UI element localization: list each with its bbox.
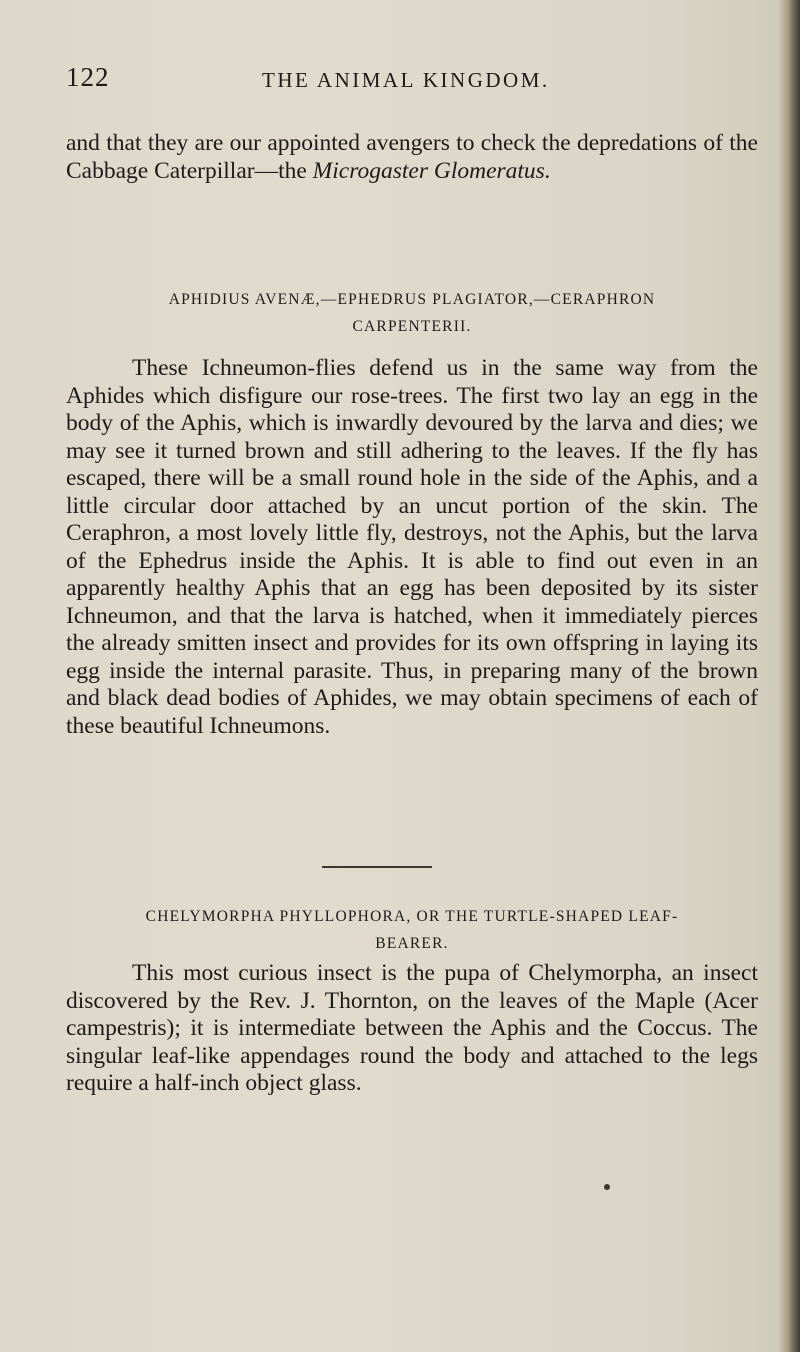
section-heading-line-2: BEARER.	[375, 935, 449, 952]
section-heading-line-1: CHELYMORPHA PHYLLOPHORA, OR THE TURTLE-SHAPED LEAF-	[145, 908, 679, 925]
section-heading-line-1: APHIDIUS AVENÆ,—EPHEDRUS PLAGIATOR,—CERAPHRON	[168, 291, 656, 308]
paragraph-continuation	[66, 130, 758, 185]
section-heading-aphidius	[66, 286, 758, 340]
section-divider-rule	[322, 866, 432, 868]
ink-speck	[604, 1184, 610, 1190]
section-heading-line-2: CARPENTERII.	[352, 318, 472, 335]
page-edge-shadow	[778, 0, 800, 1352]
paragraph-chelymorpha: This most curious insect is the pupa of Chelymorpha, an insect discovered by the Rev. J. Thornton, on the leaves of the Maple (Acer campestris); it is intermediate between the Aphis and the Coccus. The singular leaf-like appendages round the body and attached to the legs require a half-inch object glass.	[66, 960, 758, 1096]
section-heading-chelymorpha	[66, 903, 758, 957]
paragraph-ichneumon-flies: These Ichneumon-flies defend us in the same way from the Aphides which disfigure our rose-trees. The first two lay an egg in the body of the Aphis, which is inwardly devoured by the larva and dies; we may see it turned brown and still adhering to the leaves. If the fly has escaped, there will be a small round hole in the side of the Aphis, and a little circular door attached by an uncut portion of the skin. The Ceraphron, a most lovely little fly, destroys, not the Aphis, but the larva of the Ephedrus inside the Aphis. It is able to find out even in an apparently healthy Aphis that an egg has been deposited by its sister Ichneumon, and that the larva is hatched, when it immediately pierces the already smitten insect and provides for its own offspring in laying its egg inside the internal parasite. Thus, in preparing many of the brown and black dead bodies of Aphides, we may obtain specimens of each of these beautiful Ichneumons.	[66, 355, 758, 739]
page-number: 122	[66, 62, 110, 92]
paragraph-continuation-text: and that they are our appointed avengers to check the depredations of the Cabbage Caterpillar—the	[66, 130, 758, 184]
species-name-italic: Microgaster Glomeratus.	[312, 157, 551, 184]
running-head: THE ANIMAL KINGDOM.	[262, 68, 550, 92]
page-header	[66, 62, 756, 102]
